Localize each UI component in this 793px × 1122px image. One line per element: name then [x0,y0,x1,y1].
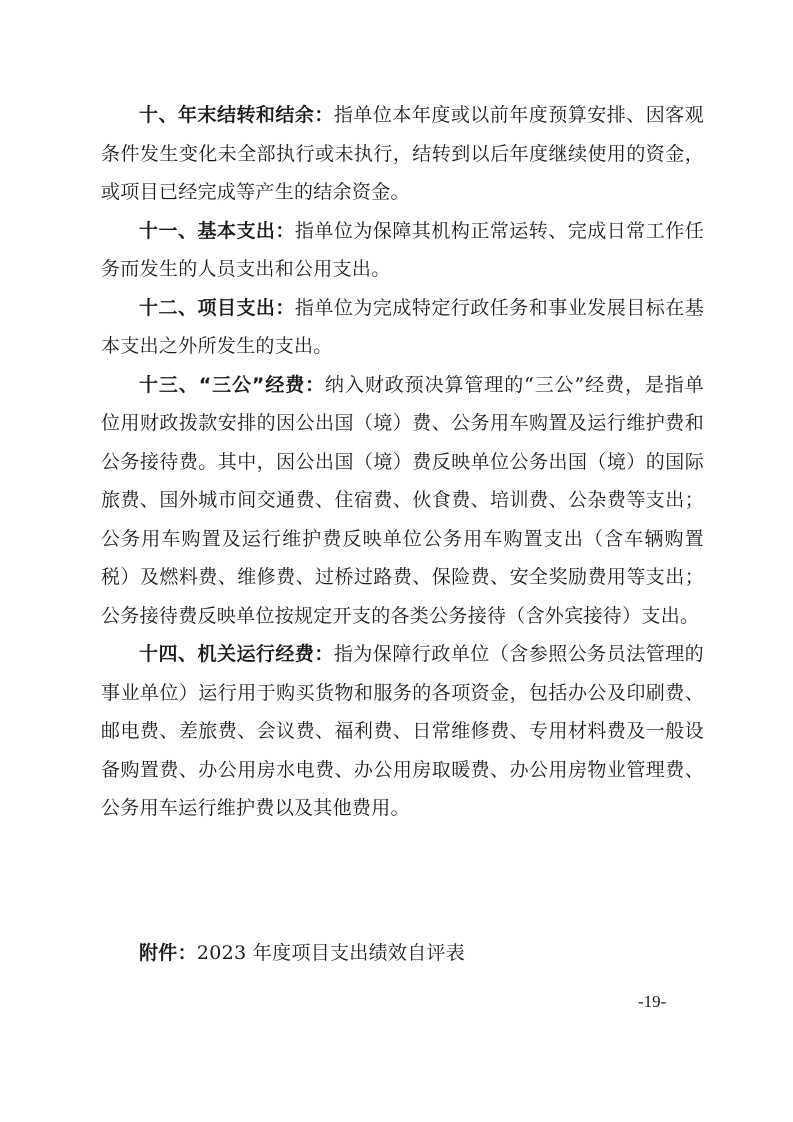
definition-paragraph [101,212,704,289]
definition-term: 十四、机关运行经费： [139,643,334,665]
definition-text: 指单位为保障其机构正常运转、完成日常工作任务而发生的人员支出和公用支出。 [101,219,704,280]
definition-text: 指为保障行政单位（含参照公务员法管理的事业单位）运行用于购买货物和服务的各项资金，包括办公及印刷费、邮电费、差旅费、会议费、福利费、日常维修费、专用材料费及一般设备购置费、办公用房水电费、办公用房取暖费、办公用房物业管理费、公务用车运行维护费以及其他费用。 [101,643,704,819]
definition-term: 十二、项目支出： [139,296,295,319]
definition-paragraph [101,96,704,212]
definition-text: 指单位本年度或以前年度预算安排、因客观条件发生变化未全部执行或未执行，结转到以后年度继续使用的资金，或项目已经完成等产生的结余资金。 [101,104,704,203]
attachment-title: 2023 年度项目支出绩效自评表 [196,942,466,964]
page-number: -19- [638,992,667,1011]
document-body [101,96,704,828]
definition-paragraph [101,635,704,828]
attachment-label: 附件： [139,942,197,964]
definition-term: 十三、“三公”经费： [139,373,326,396]
definition-paragraph [101,366,704,636]
definition-text: 指单位为完成特定行政任务和事业发展目标在基本支出之外所发生的支出。 [101,296,704,357]
definition-term: 十、年末结转和结余： [139,104,334,126]
definition-term: 十一、基本支出： [139,219,295,242]
attachment-line [139,941,465,965]
definition-text: 纳入财政预决算管理的“三公”经费，是指单位用财政拨款安排的因公出国（境）费、公务用车购置及运行维护费和公务接待费。其中，因公出国（境）费反映单位公务出国（境）的国际旅费、国外城市间交通费、住宿费、伙食费、培训费、公杂费等支出；公务用车购置及运行维护费反映单位公务用车购置支出（含车辆购置税）及燃料费、维修费、过桥过路费、保险费、安全奖励费用等支出；公务接待费反映单位按规定开支的各类公务接待（含外宾接待）支出。 [101,373,704,627]
definition-paragraph [101,289,704,366]
